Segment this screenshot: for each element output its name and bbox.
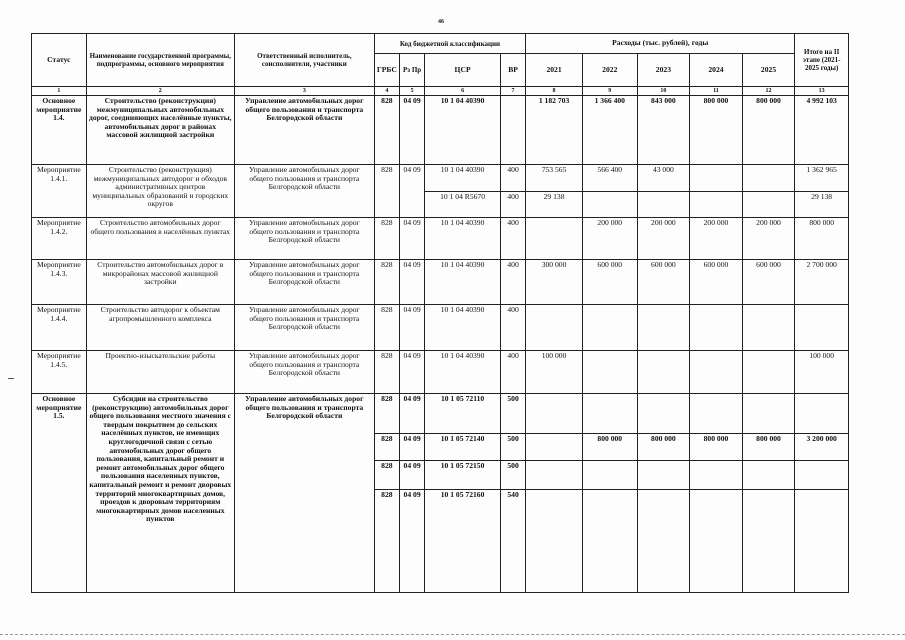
col-num: 13	[795, 87, 849, 96]
header-total: Итого на II этапе (2021-2025 годы)	[795, 34, 849, 87]
cell-csr: 10 1 04 40390	[425, 305, 501, 351]
cell-2024	[690, 490, 743, 593]
header-program: Наименование государственной программы, подпрограммы, основного мероприятия	[86, 34, 234, 87]
row-status: Мероприятие 1.4.2.	[32, 218, 87, 260]
col-num: 9	[582, 87, 637, 96]
cell-rzpr: 04 09	[399, 394, 424, 434]
header-year-2023: 2023	[637, 54, 690, 87]
cell-2022: 800 000	[582, 434, 637, 461]
cell-csr: 10 1 04 R5670	[425, 192, 501, 218]
cell-2022	[582, 461, 637, 490]
cell-2023: 200 000	[637, 218, 690, 260]
header-executor: Ответственный исполнитель, соисполнители, участники	[234, 34, 374, 87]
cell-2025	[742, 351, 795, 394]
header-year-2022: 2022	[582, 54, 637, 87]
row-name: Строительство автодорог к объектам агропромышленного комплекса	[86, 305, 234, 351]
cell-2023	[637, 490, 690, 593]
cell-total: 4 992 103	[795, 96, 849, 165]
header-year-2025: 2025	[742, 54, 795, 87]
margin-mark	[8, 378, 14, 379]
table-row	[32, 260, 849, 305]
header-grbs: ГРБС	[374, 54, 399, 87]
cell-vr: 400	[500, 305, 525, 351]
cell-grbs: 828	[374, 351, 399, 394]
cell-total	[795, 305, 849, 351]
cell-2024: 200 000	[690, 218, 743, 260]
cell-csr: 10 1 05 72140	[425, 434, 501, 461]
cell-2022	[582, 351, 637, 394]
budget-table	[31, 33, 849, 593]
col-num: 8	[526, 87, 583, 96]
cell-2021	[526, 490, 583, 593]
table-row	[32, 165, 849, 192]
row-status: Основное мероприятие 1.4.	[32, 96, 87, 165]
row-executor: Управление автомобильных дорог общего пользования и транспорта Белгородской области	[234, 351, 374, 394]
header-expenses: Расходы (тыс. рублей), годы	[526, 34, 795, 54]
table-row	[32, 218, 849, 260]
cell-grbs: 828	[374, 394, 399, 434]
page-number: 46	[438, 19, 444, 25]
header-status: Статус	[32, 34, 87, 87]
cell-2025	[742, 165, 795, 192]
cell-2023	[637, 305, 690, 351]
cell-total: 29 138	[795, 192, 849, 218]
cell-vr: 400	[500, 260, 525, 305]
cell-2022: 600 000	[582, 260, 637, 305]
cell-2022	[582, 490, 637, 593]
cell-csr: 10 1 04 40390	[425, 351, 501, 394]
column-number-row	[32, 87, 849, 96]
cell-2023: 843 000	[637, 96, 690, 165]
table-row	[32, 351, 849, 394]
cell-rzpr: 04 09	[399, 305, 424, 351]
cell-vr: 400	[500, 165, 525, 192]
row-executor: Управление автомобильных дорог общего пользования и транспорта Белгородской области	[234, 394, 374, 593]
cell-grbs: 828	[374, 461, 399, 490]
table-row	[32, 394, 849, 434]
cell-grbs: 828	[374, 305, 399, 351]
cell-total: 800 000	[795, 218, 849, 260]
cell-2023: 43 000	[637, 165, 690, 192]
row-status: Основное мероприятие 1.5.	[32, 394, 87, 593]
cell-2021	[526, 394, 583, 434]
cell-2023	[637, 351, 690, 394]
cell-2022	[582, 192, 637, 218]
cell-rzpr: 04 09	[399, 96, 424, 165]
cell-2025: 200 000	[742, 218, 795, 260]
row-status: Мероприятие 1.4.1.	[32, 165, 87, 218]
table-row	[32, 96, 849, 165]
cell-2021: 1 182 703	[526, 96, 583, 165]
cell-2022	[582, 394, 637, 434]
cell-2024	[690, 305, 743, 351]
cell-csr: 10 1 04 40390	[425, 96, 501, 165]
cell-2023	[637, 394, 690, 434]
cell-2024: 600 000	[690, 260, 743, 305]
cell-2025	[742, 461, 795, 490]
cell-2021: 300 000	[526, 260, 583, 305]
cell-rzpr: 04 09	[399, 351, 424, 394]
cell-rzpr: 04 09	[399, 218, 424, 260]
cell-2021	[526, 305, 583, 351]
cell-total: 1 362 965	[795, 165, 849, 192]
cell-vr	[500, 96, 525, 165]
col-num: 5	[399, 87, 424, 96]
col-num: 10	[637, 87, 690, 96]
cell-csr: 10 1 04 40390	[425, 165, 501, 192]
header-year-2024: 2024	[690, 54, 743, 87]
cell-csr: 10 1 05 72150	[425, 461, 501, 490]
col-num: 1	[32, 87, 87, 96]
cell-2025	[742, 192, 795, 218]
cell-2021: 753 565	[526, 165, 583, 192]
cell-2024	[690, 461, 743, 490]
cell-2025: 800 000	[742, 434, 795, 461]
scan-edge	[0, 634, 905, 637]
row-name: Строительство автомобильных дорог общего пользования в населённых пунктах	[86, 218, 234, 260]
cell-2021: 29 138	[526, 192, 583, 218]
cell-grbs: 828	[374, 165, 399, 218]
cell-grbs: 828	[374, 434, 399, 461]
cell-rzpr: 04 09	[399, 260, 424, 305]
col-num: 7	[500, 87, 525, 96]
cell-vr: 400	[500, 218, 525, 260]
cell-2022: 200 000	[582, 218, 637, 260]
row-executor: Управление автомобильных дорог общего пользования и транспорта Белгородской области	[234, 96, 374, 165]
cell-vr: 400	[500, 351, 525, 394]
cell-total	[795, 394, 849, 434]
cell-total: 3 200 000	[795, 434, 849, 461]
row-status: Мероприятие 1.4.4.	[32, 305, 87, 351]
cell-2025	[742, 305, 795, 351]
cell-2025: 800 000	[742, 96, 795, 165]
cell-total: 2 700 000	[795, 260, 849, 305]
cell-rzpr: 04 09	[399, 434, 424, 461]
row-status: Мероприятие 1.4.3.	[32, 260, 87, 305]
cell-2024	[690, 165, 743, 192]
cell-2024	[690, 351, 743, 394]
cell-2023: 600 000	[637, 260, 690, 305]
col-num: 11	[690, 87, 743, 96]
row-name: Субсидии на строительство (реконструкцию) автомобильных дорог общего пользования местного значения с твердым покрытием до сельских населённых пунктов, не имеющих круглогодичной связи с сетью автомобильных дорог общего пользования, капитальный ремонт и ремонт автомобильных дорог общего пользования населенных пунктов, капитальный ремонт и ремонт дворовых территорий многоквартирных домов, проездов к дворовым территориям многоквартирных домов населенных пунктов	[86, 394, 234, 593]
cell-2023: 800 000	[637, 434, 690, 461]
col-num: 4	[374, 87, 399, 96]
cell-2022	[582, 305, 637, 351]
col-num: 6	[425, 87, 501, 96]
row-name: Строительство автомобильных дорог в микрорайонах массовой жилищной застройки	[86, 260, 234, 305]
cell-rzpr: 04 09	[399, 490, 424, 593]
cell-2025: 600 000	[742, 260, 795, 305]
header-budget-code: Код бюджетной классификации	[374, 34, 525, 54]
col-num: 3	[234, 87, 374, 96]
cell-2024	[690, 394, 743, 434]
col-num: 12	[742, 87, 795, 96]
header-vr: ВР	[500, 54, 525, 87]
cell-vr: 500	[500, 394, 525, 434]
cell-total: 100 000	[795, 351, 849, 394]
cell-rzpr: 04 09	[399, 461, 424, 490]
cell-2022: 1 366 400	[582, 96, 637, 165]
row-name: Проектно-изыскательские работы	[86, 351, 234, 394]
cell-grbs: 828	[374, 218, 399, 260]
cell-grbs: 828	[374, 260, 399, 305]
cell-2021	[526, 434, 583, 461]
cell-2025	[742, 490, 795, 593]
cell-2024: 800 000	[690, 96, 743, 165]
table-row	[32, 305, 849, 351]
cell-2025	[742, 394, 795, 434]
cell-csr: 10 1 05 72110	[425, 394, 501, 434]
cell-vr: 400	[500, 192, 525, 218]
row-executor: Управление автомобильных дорог общего пользования и транспорта Белгородской области	[234, 218, 374, 260]
cell-2022: 566 400	[582, 165, 637, 192]
cell-2021	[526, 218, 583, 260]
cell-vr: 500	[500, 434, 525, 461]
cell-total	[795, 490, 849, 593]
row-executor: Управление автомобильных дорог общего пользования и транспорта Белгородской области	[234, 260, 374, 305]
cell-2021	[526, 461, 583, 490]
cell-vr: 540	[500, 490, 525, 593]
cell-total	[795, 461, 849, 490]
cell-grbs: 828	[374, 490, 399, 593]
cell-csr: 10 1 05 72160	[425, 490, 501, 593]
row-name: Строительство (реконструкция) межмуниципальных автомобильных дорог, соединяющих населённые пункты, автомобильных дорог в районах массовой жилищной застройки	[86, 96, 234, 165]
header-csr: ЦСР	[425, 54, 501, 87]
cell-csr: 10 1 04 40390	[425, 260, 501, 305]
header-year-2021: 2021	[526, 54, 583, 87]
cell-2024	[690, 192, 743, 218]
cell-2024: 800 000	[690, 434, 743, 461]
cell-2021: 100 000	[526, 351, 583, 394]
row-status: Мероприятие 1.4.5.	[32, 351, 87, 394]
cell-grbs: 828	[374, 96, 399, 165]
col-num: 2	[86, 87, 234, 96]
cell-vr: 500	[500, 461, 525, 490]
header-rzpr: Рз Пр	[399, 54, 424, 87]
row-executor: Управление автомобильных дорог общего пользования и транспорта Белгородской области	[234, 165, 374, 218]
cell-2023	[637, 461, 690, 490]
row-name: Строительство (реконструкция) межмуниципальных автодорог и обходов административных центров муниципальных образований и городских округов	[86, 165, 234, 218]
row-executor: Управление автомобильных дорог общего пользования и транспорта Белгородской области	[234, 305, 374, 351]
cell-rzpr: 04 09	[399, 165, 424, 218]
cell-csr: 10 1 04 40390	[425, 218, 501, 260]
cell-2023	[637, 192, 690, 218]
